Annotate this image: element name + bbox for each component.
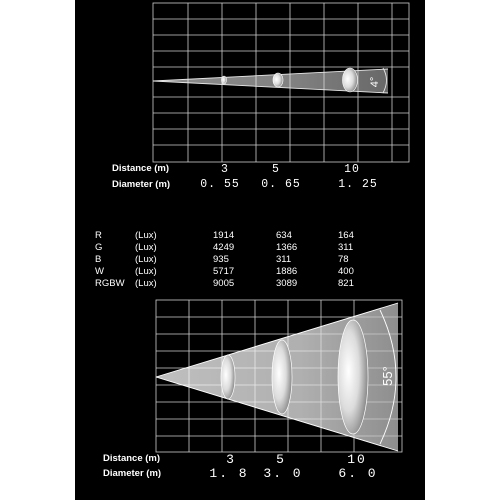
lux-channel: R [95, 230, 102, 241]
lux-unit: (Lux) [135, 242, 157, 253]
lux-value-3m: 5717 [213, 266, 235, 277]
narrow-angle-label: 4° [369, 76, 381, 88]
lux-value-5m: 311 [276, 254, 292, 265]
lux-value-10m: 311 [338, 242, 354, 253]
lux-value-5m: 1886 [276, 266, 298, 277]
beam-spot-3m [222, 76, 227, 84]
wide-distance-5: 5 [276, 452, 286, 467]
narrow-distance-label: Distance (m) [112, 163, 170, 174]
beam-spot-wide-3m [221, 355, 235, 399]
lux-channel: W [95, 266, 104, 277]
narrow-diameter-label: Diameter (m) [112, 179, 171, 190]
beam-spot-wide-10m [338, 320, 368, 434]
lux-unit: (Lux) [135, 278, 157, 289]
narrow-diameter-5: 0. 65 [261, 178, 301, 191]
narrow-distance-10: 10 [344, 163, 360, 176]
wide-distance-3: 3 [226, 452, 236, 467]
narrow-distance-3: 3 [221, 163, 229, 176]
lux-value-3m: 1914 [213, 230, 235, 241]
lux-unit: (Lux) [135, 230, 157, 241]
lux-channel: B [95, 254, 102, 265]
wide-angle-label: 55° [380, 366, 395, 386]
lux-value-5m: 3089 [276, 278, 298, 289]
lux-value-3m: 935 [213, 254, 229, 265]
lux-value-3m: 9005 [213, 278, 235, 289]
wide-diameter-5: 3. 0 [263, 466, 303, 481]
lux-value-5m: 634 [276, 230, 292, 241]
lux-value-10m: 78 [338, 254, 349, 265]
lux-value-5m: 1366 [276, 242, 298, 253]
wide-diameter-10: 6. 0 [338, 466, 378, 481]
beam-spot-10m [343, 68, 358, 92]
wide-distance-10: 10 [347, 452, 367, 467]
beam-spot-wide-5m [272, 340, 292, 414]
wide-distance-label: Distance (m) [103, 453, 161, 464]
wide-diameter-label: Diameter (m) [103, 468, 162, 479]
lux-value-10m: 821 [338, 278, 354, 289]
lux-value-10m: 400 [338, 266, 354, 277]
beam-spot-5m [273, 73, 283, 87]
narrow-diameter-10: 1. 25 [338, 178, 378, 191]
lux-channel: RGBW [95, 278, 125, 289]
narrow-distance-5: 5 [272, 163, 280, 176]
lux-unit: (Lux) [135, 254, 157, 265]
lux-value-10m: 164 [338, 230, 354, 241]
lux-channel: G [95, 242, 103, 253]
lux-unit: (Lux) [135, 266, 157, 277]
lux-value-3m: 4249 [213, 242, 235, 253]
wide-diameter-3: 1. 8 [209, 466, 249, 481]
narrow-diameter-3: 0. 55 [200, 178, 240, 191]
